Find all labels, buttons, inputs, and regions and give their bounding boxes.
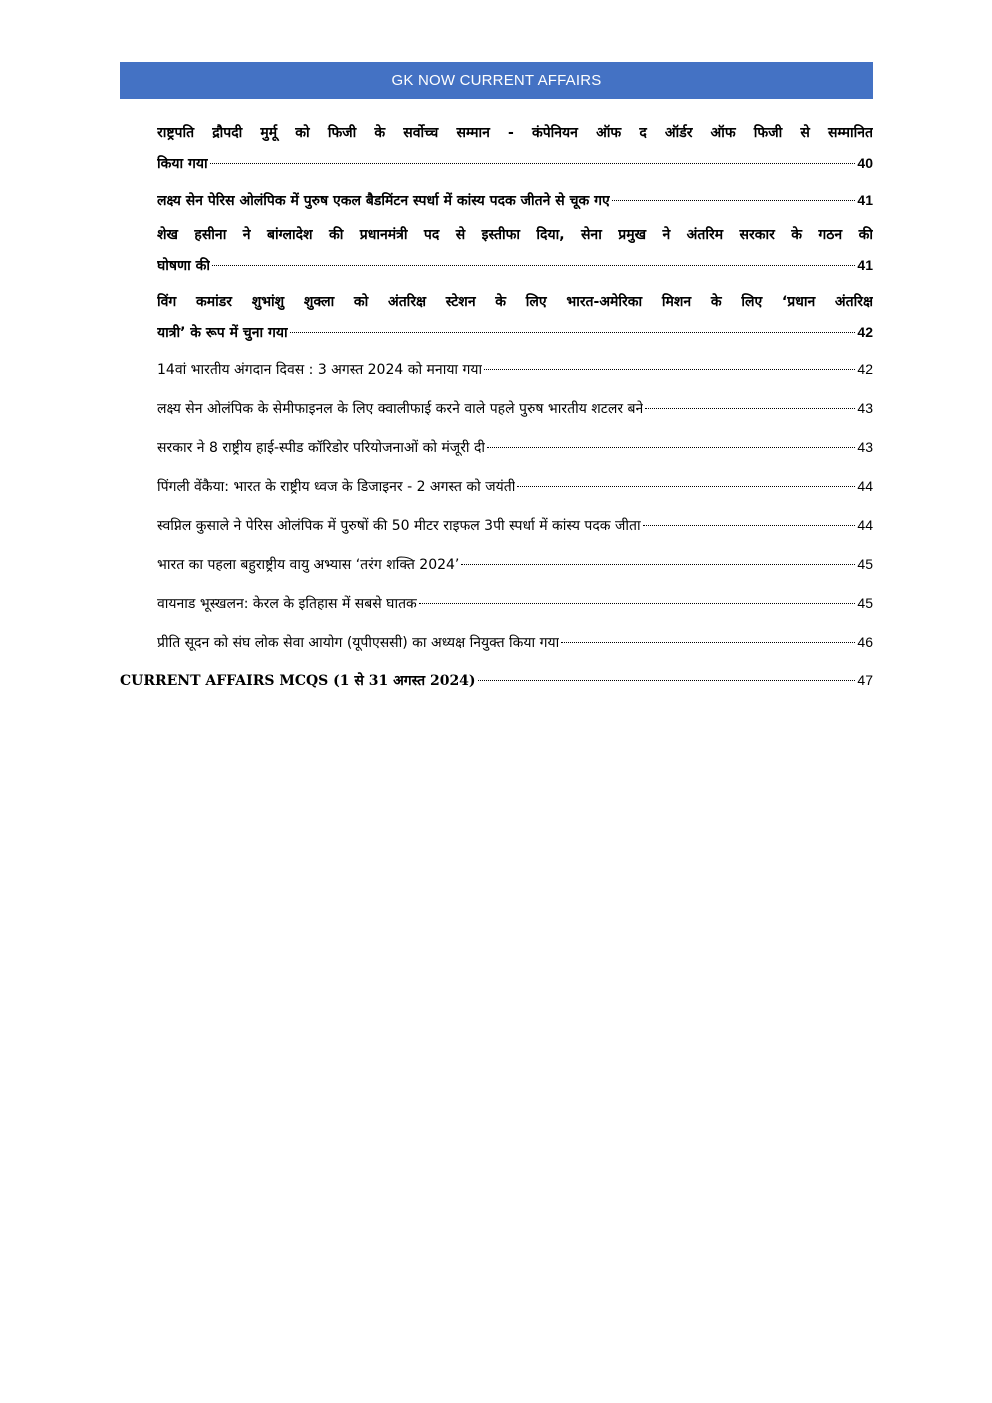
toc-entry[interactable]: [120, 584, 873, 623]
toc-entry-title: लक्ष्य सेन पेरिस ओलंपिक में पुरुष एकल बैडमिंटन स्पर्धा में कांस्य पदक जीतने से चूक गए: [157, 193, 610, 209]
dot-leader: [645, 408, 855, 409]
toc-page-number: 47: [857, 672, 873, 688]
toc-entry[interactable]: [120, 287, 873, 348]
toc-page-number: 46: [857, 634, 873, 650]
toc-entry[interactable]: [120, 118, 873, 179]
toc-entry-title: 14वां भारतीय अंगदान दिवस : 3 अगस्त 2024 को मनाया गया: [157, 362, 483, 378]
toc-entry-title: स्वप्निल कुसाले ने पेरिस ओलंपिक में पुरुषों की 50 मीटर राइफल 3पी स्पर्धा में कांस्य पदक जीता: [157, 518, 641, 534]
toc-entry-title-line1: राष्ट्रपति द्रौपदी मुर्मू को फिजी के सर्वोच्च सम्मान - कंपेनियन ऑफ द ऑर्डर ऑफ फिजी से सम्मानित: [157, 125, 873, 141]
page-header: [120, 62, 873, 99]
dot-leader: [290, 332, 856, 333]
dot-leader: [561, 642, 855, 643]
toc-entry-title-line2: घोषणा की: [157, 258, 210, 274]
toc-entry[interactable]: [120, 220, 873, 281]
dot-leader: [612, 200, 856, 201]
dot-leader: [478, 680, 856, 681]
toc-page-number: 42: [857, 324, 873, 340]
toc-page-number: 44: [857, 517, 873, 533]
header-title: GK NOW CURRENT AFFAIRS: [391, 72, 602, 89]
dot-leader: [461, 564, 855, 565]
toc-page-number: 45: [857, 595, 873, 611]
toc-entry-title: सरकार ने 8 राष्ट्रीय हाई-स्पीड कॉरिडोर परियोजनाओं को मंजूरी दी: [157, 440, 486, 456]
toc-entry-title: लक्ष्य सेन ओलंपिक के सेमीफाइनल के लिए क्वालीफाई करने वाले पहले पुरुष भारतीय शटलर बने: [157, 401, 644, 417]
toc-entry-title-line1: शेख हसीना ने बांग्लादेश की प्रधानमंत्री पद से इस्तीफा दिया, सेना प्रमुख ने अंतरिम सरकार के गठन की: [157, 227, 873, 243]
toc-page-number: 43: [857, 400, 873, 416]
toc-entry[interactable]: [120, 181, 873, 220]
toc-page-number: 44: [857, 478, 873, 494]
toc-page-number: 43: [857, 439, 873, 455]
dot-leader: [487, 447, 855, 448]
toc-entry[interactable]: [120, 545, 873, 584]
toc-entry-title-line1: विंग कमांडर शुभांशु शुक्ला को अंतरिक्ष स्टेशन के लिए भारत-अमेरिका मिशन के लिए ‘प्रधान अंतरिक्ष: [157, 294, 873, 310]
toc-entry[interactable]: [120, 623, 873, 662]
toc-entry[interactable]: [120, 428, 873, 467]
dot-leader: [517, 486, 855, 487]
dot-leader: [484, 369, 855, 370]
toc-section-entry[interactable]: [120, 662, 873, 699]
toc-entry[interactable]: [120, 506, 873, 545]
toc-page-number: 41: [857, 257, 873, 273]
toc-entry-title: वायनाड भूस्खलन: केरल के इतिहास में सबसे घातक: [157, 596, 417, 612]
toc-page-number: 45: [857, 556, 873, 572]
toc-entry-title: भारत का पहला बहुराष्ट्रीय वायु अभ्यास ‘तरंग शक्ति 2024’: [157, 557, 460, 573]
toc-page-number: 42: [857, 361, 873, 377]
toc-entry-title: प्रीति सूदन को संघ लोक सेवा आयोग (यूपीएससी) का अध्यक्ष नियुक्त किया गया: [157, 635, 560, 651]
toc-entry[interactable]: [120, 350, 873, 389]
dot-leader: [210, 163, 856, 164]
toc-entry-title-line2: किया गया: [157, 156, 208, 172]
toc-section-title: CURRENT AFFAIRS MCQS (1 से 31 अगस्त 2024): [120, 673, 476, 689]
dot-leader: [419, 603, 856, 604]
table-of-contents: [120, 118, 873, 699]
toc-page-number: 41: [857, 192, 873, 208]
toc-entry[interactable]: [120, 467, 873, 506]
dot-leader: [212, 265, 855, 266]
toc-page-number: 40: [857, 155, 873, 171]
dot-leader: [643, 525, 856, 526]
toc-entry-title: पिंगली वेंकैया: भारत के राष्ट्रीय ध्वज के डिजाइनर - 2 अगस्त को जयंती: [157, 479, 516, 495]
toc-entry[interactable]: [120, 389, 873, 428]
toc-entry-title-line2: यात्री’ के रूप में चुना गया: [157, 325, 288, 341]
